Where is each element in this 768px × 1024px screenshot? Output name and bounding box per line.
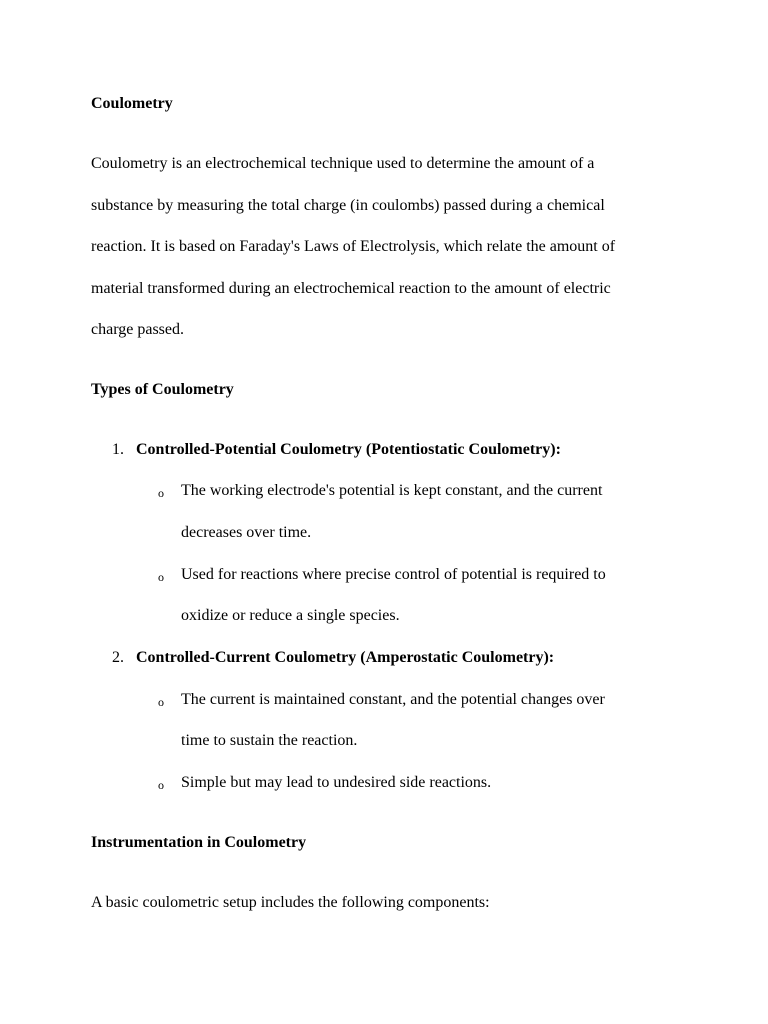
document-title: Coulometry <box>91 95 173 112</box>
intro-line: charge passed. <box>91 321 184 338</box>
intro-line: material transformed during an electrochemical reaction to the amount of electric <box>91 280 611 297</box>
bullet-text: The working electrode's potential is kept constant, and the current <box>181 482 603 499</box>
list-number: 2. <box>112 649 124 666</box>
bullet-icon: o <box>158 695 164 709</box>
intro-line: reaction. It is based on Faraday's Laws of Electrolysis, which relate the amount of <box>91 238 616 255</box>
list-item-heading: Controlled-Potential Coulometry (Potentiostatic Coulometry): <box>136 441 561 458</box>
bullet-icon: o <box>158 778 164 792</box>
section-heading-instrumentation: Instrumentation in Coulometry <box>91 834 307 851</box>
bullet-text: The current is maintained constant, and the potential changes over <box>181 691 605 708</box>
bullet-text: Used for reactions where precise control of potential is required to <box>181 566 606 583</box>
bullet-icon: o <box>158 486 164 500</box>
list-number: 1. <box>112 441 124 458</box>
bullet-text: oxidize or reduce a single species. <box>181 607 400 624</box>
intro-line: Coulometry is an electrochemical technique used to determine the amount of a <box>91 155 595 172</box>
bullet-text: time to sustain the reaction. <box>181 732 358 749</box>
intro-line: substance by measuring the total charge (in coulombs) passed during a chemical <box>91 197 605 214</box>
bullet-text: decreases over time. <box>181 524 312 541</box>
section-heading-types: Types of Coulometry <box>91 381 234 398</box>
bullet-text: Simple but may lead to undesired side reactions. <box>181 774 492 791</box>
bullet-icon: o <box>158 570 164 584</box>
list-item-heading: Controlled-Current Coulometry (Amperostatic Coulometry): <box>136 649 555 666</box>
instrumentation-text: A basic coulometric setup includes the following components: <box>91 894 490 911</box>
